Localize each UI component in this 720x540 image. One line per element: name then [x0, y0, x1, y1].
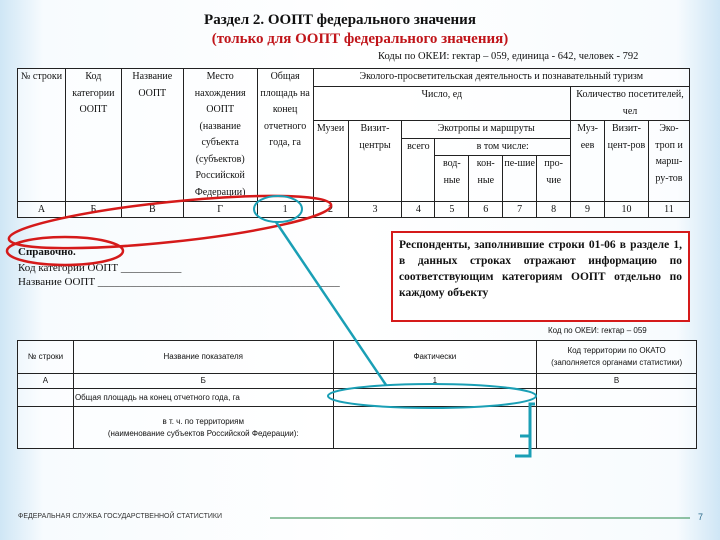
index-cell: 8 [537, 202, 571, 218]
header-row-number: № строки [18, 341, 74, 374]
okei-hectare: Код по ОКЕИ: гектар – 059 [548, 326, 647, 335]
header-water: вод-ные [435, 156, 469, 202]
index-cell: Б [73, 374, 333, 389]
header-name: Название ООПТ [121, 69, 183, 202]
teal-circle-col1 [254, 196, 302, 222]
red-ellipse-reference [7, 237, 123, 265]
index-cell: 5 [435, 202, 469, 218]
header-total-area: Общая площадь на конец отчетного года, га [257, 69, 313, 202]
header-actual: Фактически [333, 341, 537, 374]
reference-name: Название ООПТ ____________________________________________ [18, 276, 340, 288]
index-cell: 6 [469, 202, 503, 218]
index-cell: А [18, 202, 66, 218]
footer-org: ФЕДЕРАЛЬНАЯ СЛУЖБА ГОСУДАРСТВЕННОЙ СТАТИСТИКИ [18, 513, 223, 520]
teal-bracket [515, 404, 535, 456]
header-count: Число, ед [313, 87, 571, 121]
header-including: в том числе: [435, 138, 571, 156]
header-other: про-чие [537, 156, 571, 202]
index-cell: 4 [402, 202, 435, 218]
header-trails: Экотропы и маршруты [402, 121, 571, 139]
index-cell: 3 [348, 202, 402, 218]
index-cell: Г [183, 202, 257, 218]
row-total-area: Общая площадь на конец отчетного года, га [73, 389, 333, 407]
page-number: 7 [698, 512, 704, 522]
header-indicator: Название показателя [73, 341, 333, 374]
teal-ellipse-actual [328, 384, 536, 408]
index-cell: В [121, 202, 183, 218]
header-visitors-museums: Муз-еев [571, 121, 605, 202]
section-title: Раздел 2. ООПТ федерального значения [204, 12, 476, 28]
by-territory-note: (наименование субъектов Российской Федерации): [107, 428, 299, 438]
index-cell: 2 [313, 202, 348, 218]
header-visitors: Количество посетителей, чел [571, 87, 690, 121]
okato-label: Код территории по ОКАТО [567, 346, 666, 355]
reference-category-code: Код категории ООПТ ___________ [18, 262, 182, 274]
teal-arrow-line [276, 222, 386, 385]
okei-codes: Коды по ОКЕИ: гектар – 059, единица - 642, человек - 792 [378, 51, 639, 62]
header-horse: кон-ные [469, 156, 503, 202]
index-cell: 1 [257, 202, 313, 218]
index-cell: В [537, 374, 697, 389]
header-eco-activity: Эколого-просветительская деятельность и познавательный туризм [313, 69, 689, 87]
header-visitors-trails: Эко-троп и марш-ру-тов [648, 121, 689, 202]
index-cell: 10 [605, 202, 649, 218]
by-territory-label: в т. ч. по территориям [162, 416, 244, 426]
respondents-callout: Респонденты, заполнившие строки 01-06 в разделе 1, в данных строках отражают информацию по соответствующим категориям ООПТ отдельно по каждому объекту [391, 231, 690, 322]
index-cell: Б [65, 202, 121, 218]
header-trails-total: всего [402, 138, 435, 202]
header-museums: Музеи [313, 121, 348, 202]
header-foot: пе-шие [503, 156, 537, 202]
header-visit-centers: Визит-центры [348, 121, 402, 202]
index-cell: 1 [333, 374, 537, 389]
index-cell: 7 [503, 202, 537, 218]
header-category-code: Код категории ООПТ [65, 69, 121, 202]
header-location: Место нахождения ООПТ (название субъекта (субъектов) Российской Федерации) [183, 69, 257, 202]
header-visitors-centers: Визит-цент-ров [605, 121, 649, 202]
header-row-number: № строки [18, 69, 66, 202]
index-cell: 11 [648, 202, 689, 218]
reference-label: Справочно. [18, 246, 76, 258]
okato-note: (заполняется органами статистики) [551, 358, 683, 367]
index-cell: 9 [571, 202, 605, 218]
section-subtitle: (только для ООПТ федерального значения) [211, 31, 509, 47]
index-cell: А [18, 374, 74, 389]
